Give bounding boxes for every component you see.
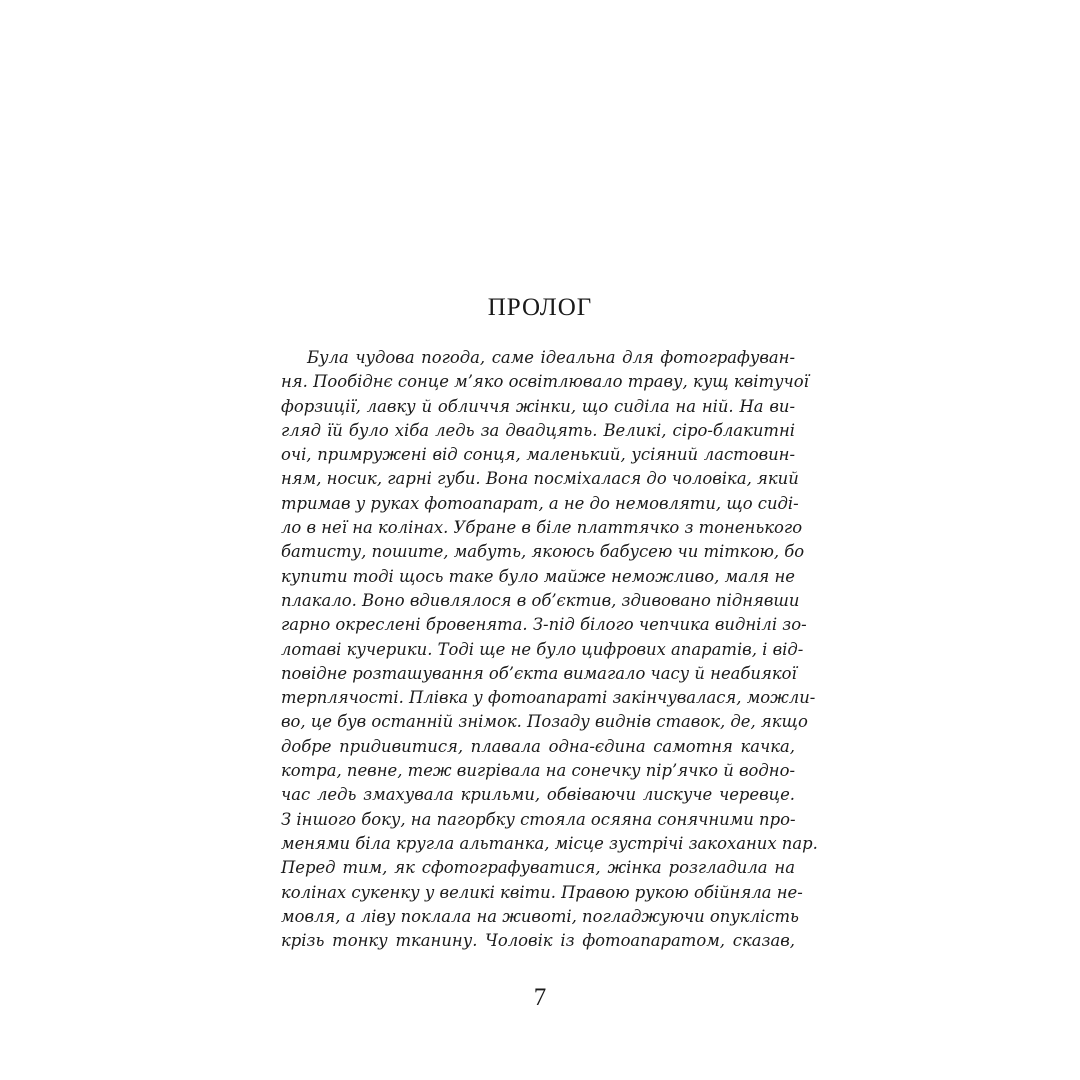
text-line: лотаві кучерики. Тоді ще не було цифрових апаратів, і від-: [281, 639, 804, 659]
text-line: ло в неї на колінах. Убране в біле платтячко з тоненького: [281, 518, 803, 538]
text-line: батисту, пошите, мабуть, якоюсь бабусею чи тіткою, бо: [281, 542, 805, 562]
text-line: ня. Пообіднє сонце м’яко освітлювало траву, кущ квітучої: [281, 372, 809, 392]
text-line: купити тоді щось таке було майже неможливо, маля не: [281, 566, 795, 586]
page-number: 7: [533, 984, 547, 1011]
text-line: котра, певне, теж вигрівала на сонечку пір’ячко й водно-: [281, 761, 795, 781]
text-line: ням, носик, гарні губи. Вона посміхалася до чоловіка, який: [281, 469, 799, 489]
text-line: менями біла кругла альтанка, місце зустрічі закоханих пар.: [281, 833, 818, 853]
text-line: плакало. Воно вдивлялося в об’єктив, здивовано піднявши: [281, 590, 800, 610]
text-line: колінах сукенку у великі квіти. Правою рукою обійняла не-: [281, 882, 803, 902]
text-line: З іншого боку, на пагорбку стояла осяяна сонячними про-: [281, 809, 796, 829]
text-line: очі, примружені від сонця, маленький, усіяний ластовин-: [281, 445, 795, 465]
body-text: [281, 346, 818, 953]
text-line: повідне розташування об’єкта вимагало часу й неабиякої: [281, 663, 797, 683]
text-line: тримав у руках фотоапарат, а не до немовляти, що сиді-: [281, 493, 799, 513]
text-line: Була чудова погода, саме ідеальна для фотографуван-: [307, 348, 795, 367]
text-line: час ледь змахувала крильми, обвіваючи лискуче черевце.: [281, 785, 795, 805]
text-line: Перед тим, як сфотографуватися, жінка розгладила на: [281, 858, 795, 878]
text-line: крізь тонку тканину. Чоловік із фотоапаратом, сказав,: [281, 931, 795, 951]
text-line: добре придивитися, плавала одна-єдина самотня качка,: [281, 736, 795, 756]
text-line: мовля, а ліву поклала на животі, погладжуючи опуклість: [281, 906, 799, 926]
text-line: гарно окреслені бровенята. З-під білого чепчика виднілі зо-: [281, 615, 807, 635]
text-line: во, це був останній знімок. Позаду виднів ставок, де, якщо: [281, 712, 808, 732]
text-line: форзиції, лавку й обличчя жінки, що сиділа на ній. На ви-: [281, 396, 795, 416]
text-line: гляд їй було хіба ледь за двадцять. Великі, сіро-блакитні: [281, 420, 795, 440]
chapter-title: ПРОЛОГ: [487, 294, 593, 321]
text-line: терплячості. Плівка у фотоапараті закінчувалася, можли-: [281, 688, 816, 708]
